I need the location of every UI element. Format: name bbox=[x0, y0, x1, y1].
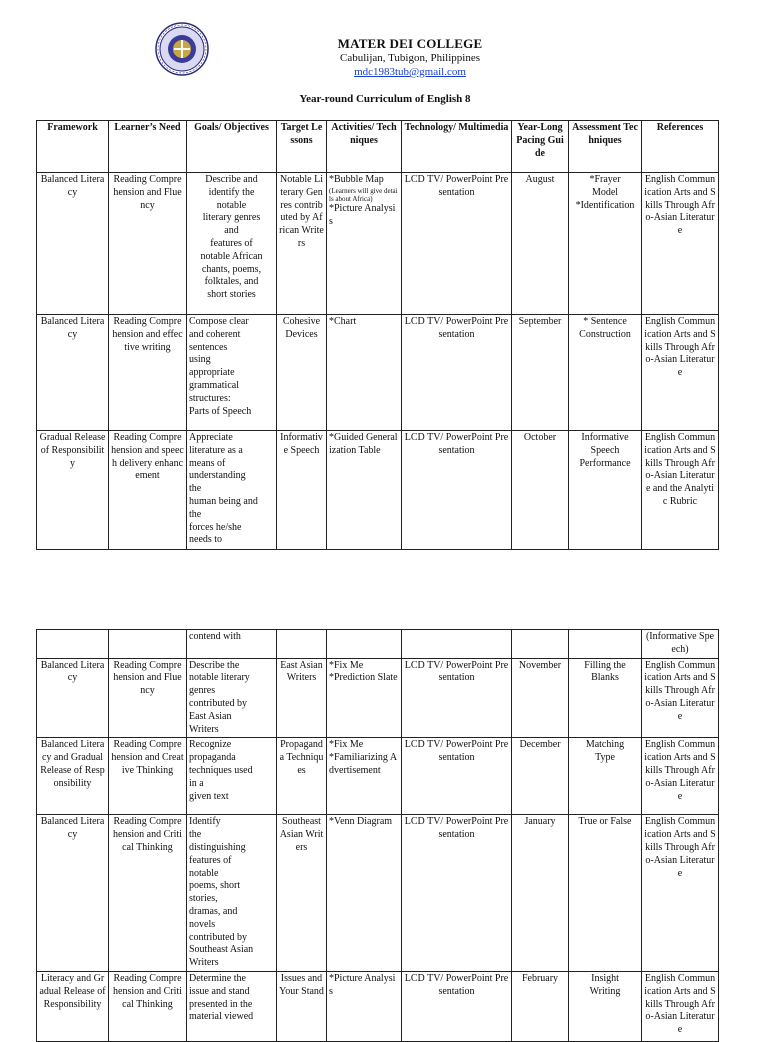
technology-cell: LCD TV/ PowerPoint Presentation bbox=[402, 315, 512, 431]
activities-cell: *Fix Me *Familiarizing Advertisement bbox=[327, 738, 402, 815]
framework-cell: Balanced Literacy bbox=[37, 173, 109, 315]
learners-need-cell: Reading Comprehension and Creative Thinking bbox=[109, 738, 187, 815]
assessment-cell: *Frayer Model *Identification bbox=[569, 173, 642, 315]
pacing-cell: November bbox=[512, 658, 569, 738]
target-lessons-cell: East Asian Writers bbox=[277, 658, 327, 738]
assessment-cell: * Sentence Construction bbox=[569, 315, 642, 431]
pacing-cell: September bbox=[512, 315, 569, 431]
goals-cell: Recognize propaganda techniques used in a given text bbox=[187, 738, 277, 815]
technology-cell: LCD TV/ PowerPoint Presentation bbox=[402, 658, 512, 738]
technology-cell: LCD TV/ PowerPoint Presentation bbox=[402, 738, 512, 815]
assessment-cell: Insight Writing bbox=[569, 971, 642, 1041]
assessment-cell: Informative Speech Performance bbox=[569, 431, 642, 550]
activities-cell: *Venn Diagram bbox=[327, 815, 402, 972]
framework-cell: Balanced Literacy bbox=[37, 658, 109, 738]
goals-cell: Identify the distinguishing features of notable poems, short stories, dramas, and novels contributed by Southeast Asian Writers bbox=[187, 815, 277, 972]
references-cell: English Communication Arts and Skills Through Afro-Asian Literature bbox=[642, 658, 719, 738]
activities-cell: *Picture Analysis bbox=[327, 971, 402, 1041]
target-lessons-cell: Issues and Your Stand bbox=[277, 971, 327, 1041]
target-lessons-cell: Southeast Asian Writers bbox=[277, 815, 327, 972]
references-cell: English Communication Arts and Skills Through Afro-Asian Literature bbox=[642, 173, 719, 315]
pacing-cell: August bbox=[512, 173, 569, 315]
goals-cell: Describe the notable literary genres contributed by East Asian Writers bbox=[187, 658, 277, 738]
college-address: Cabulijan, Tubigon, Philippines bbox=[340, 52, 480, 64]
column-header: Framework bbox=[37, 121, 109, 173]
learners-need-cell: Reading Comprehension and Critical Thinking bbox=[109, 971, 187, 1041]
references-cell: English Communication Arts and Skills Through Afro-Asian Literature and the Analytic Rubric bbox=[642, 431, 719, 550]
assessment-cell: True or False bbox=[569, 815, 642, 972]
goals-cell: Determine the issue and stand presented in the material viewed bbox=[187, 971, 277, 1041]
column-header: Technology/ Multimedia bbox=[402, 121, 512, 173]
goals-cell: Appreciate literature as a means of understanding the human being and the forces he/she needs to bbox=[187, 431, 277, 550]
framework-cell: Balanced Literacy and Gradual Release of Responsibility bbox=[37, 738, 109, 815]
assessment-cell: Filling the Blanks bbox=[569, 658, 642, 738]
framework-cell: Balanced Literacy bbox=[37, 815, 109, 972]
learners-need-cell: Reading Comprehension and effective writing bbox=[109, 315, 187, 431]
target-lessons-cell: Propaganda Techniques bbox=[277, 738, 327, 815]
references-cell: English Communication Arts and Skills Through Afro-Asian Literature bbox=[642, 971, 719, 1041]
column-header: Year-Long Pacing Guide bbox=[512, 121, 569, 173]
goals-cell: Describe and identify the notable literary genres and features of notable African chants, poems, folktales, and short stories bbox=[187, 173, 277, 315]
table-row bbox=[37, 315, 719, 431]
pacing-cell: October bbox=[512, 431, 569, 550]
references-cell: English Communication Arts and Skills Through Afro-Asian Literature bbox=[642, 315, 719, 431]
activities-cell: *Chart bbox=[327, 315, 402, 431]
target-lessons-cell: Notable Literary Genres contributed by African Writers bbox=[277, 173, 327, 315]
framework-cell: Balanced Literacy bbox=[37, 315, 109, 431]
goals-cell: Compose clear and coherent sentences using appropriate grammatical structures: Parts of Speech bbox=[187, 315, 277, 431]
table-row bbox=[37, 815, 719, 972]
table-row-continuation bbox=[37, 630, 719, 659]
activities-cell: *Guided Generalization Table bbox=[327, 431, 402, 550]
references-cell: English Communication Arts and Skills Through Afro-Asian Literature bbox=[642, 815, 719, 972]
table-row bbox=[37, 173, 719, 315]
college-email-link[interactable]: mdc1983tub@gmail.com bbox=[354, 66, 466, 78]
framework-cell: Literacy and Gradual Release of Responsibility bbox=[37, 971, 109, 1041]
column-header: Goals/ Objectives bbox=[187, 121, 277, 173]
column-header: References bbox=[642, 121, 719, 173]
technology-cell: LCD TV/ PowerPoint Presentation bbox=[402, 815, 512, 972]
target-lessons-cell: Informative Speech bbox=[277, 431, 327, 550]
goals-cell: contend with bbox=[187, 630, 277, 659]
column-header: Learner’s Need bbox=[109, 121, 187, 173]
document-title: Year-round Curriculum of English 8 bbox=[299, 93, 471, 105]
table-row bbox=[37, 658, 719, 738]
learners-need-cell: Reading Comprehension and Critical Thinking bbox=[109, 815, 187, 972]
target-lessons-cell: Cohesive Devices bbox=[277, 315, 327, 431]
pacing-cell: February bbox=[512, 971, 569, 1041]
learners-need-cell: Reading Comprehension and Fluency bbox=[109, 658, 187, 738]
pacing-cell: January bbox=[512, 815, 569, 972]
learners-need-cell: Reading Comprehension and speech delivery enhancement bbox=[109, 431, 187, 550]
document-header bbox=[0, 0, 768, 110]
activities-cell: *Fix Me *Prediction Slate bbox=[327, 658, 402, 738]
table-row bbox=[37, 738, 719, 815]
references-cell: (Informative Speech) bbox=[642, 630, 719, 659]
curriculum-table-page2 bbox=[36, 629, 719, 1042]
pacing-cell: December bbox=[512, 738, 569, 815]
framework-cell: Gradual Release of Responsibility bbox=[37, 431, 109, 550]
technology-cell: LCD TV/ PowerPoint Presentation bbox=[402, 431, 512, 550]
learners-need-cell: Reading Comprehension and Fluency bbox=[109, 173, 187, 315]
curriculum-table-page1 bbox=[36, 120, 719, 550]
activities-cell: *Bubble Map (Learners will give details about Africa) *Picture Analysis bbox=[327, 173, 402, 315]
assessment-cell: Matching Type bbox=[569, 738, 642, 815]
technology-cell: LCD TV/ PowerPoint Presentation bbox=[402, 971, 512, 1041]
college-seal-icon bbox=[155, 22, 209, 76]
table-header-row bbox=[37, 121, 719, 173]
column-header: Assessment Techniques bbox=[569, 121, 642, 173]
college-name: MATER DEI COLLEGE bbox=[337, 36, 483, 51]
technology-cell: LCD TV/ PowerPoint Presentation bbox=[402, 173, 512, 315]
column-header: Target Lessons bbox=[277, 121, 327, 173]
table-row bbox=[37, 971, 719, 1041]
table-row bbox=[37, 431, 719, 550]
column-header: Activities/ Techniques bbox=[327, 121, 402, 173]
references-cell: English Communication Arts and Skills Through Afro-Asian Literature bbox=[642, 738, 719, 815]
